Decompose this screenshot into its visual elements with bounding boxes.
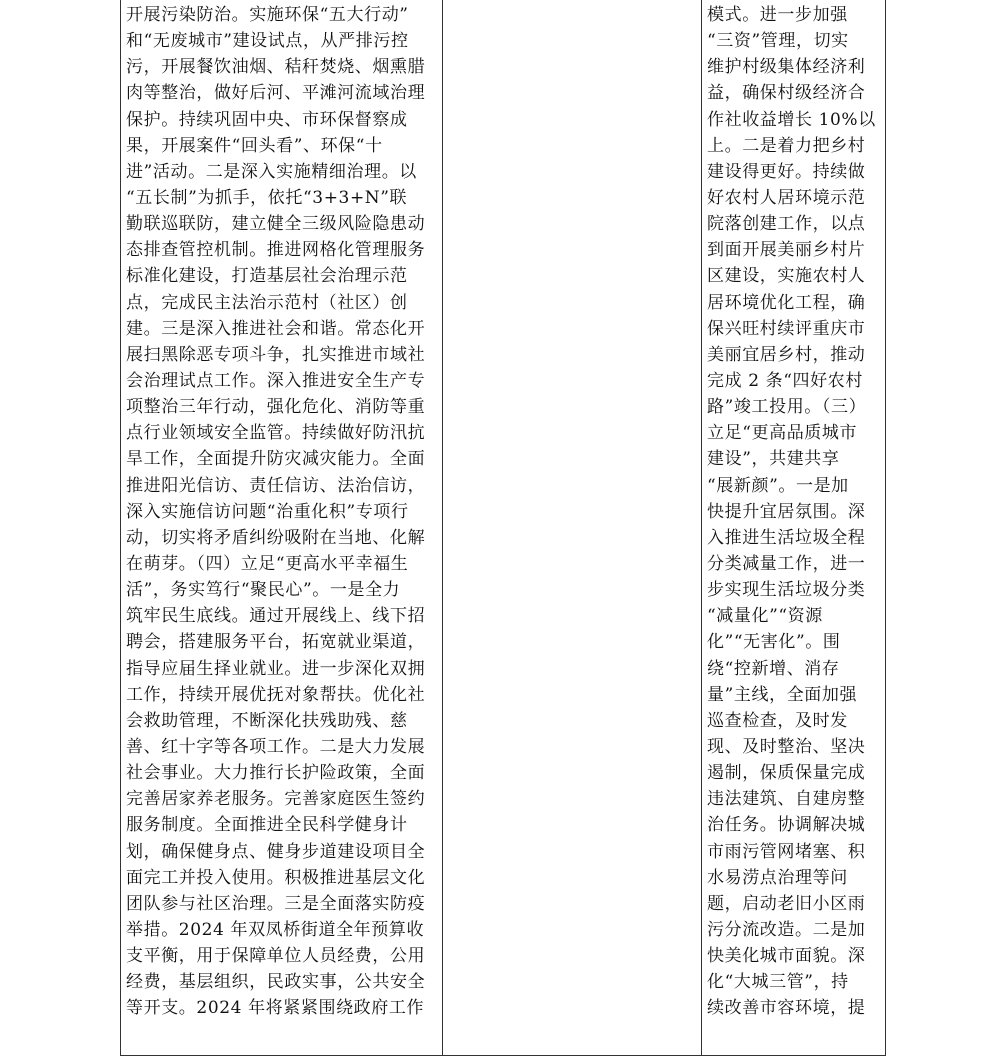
right-column-line: 路”竣工投用。（三）: [707, 397, 867, 418]
left-column-line: 划，确保健身点、健身步道建设项目全: [126, 841, 426, 862]
left-column-line: 工作，持续开展优抚对象帮扶。优化社: [126, 684, 426, 705]
left-column-line: 果，开展案件“回头看”、环保“十: [126, 135, 383, 156]
left-column-line: 面完工并投入使用。积极推进基层文化: [126, 867, 426, 888]
left-column-text: [126, 2, 438, 1021]
right-column-line: 美丽宜居乡村，推动: [707, 344, 866, 365]
right-column-line: 居环境优化工程，确: [707, 292, 866, 313]
right-column-line: 量”主线，全面加强: [707, 684, 858, 705]
right-column-line: 院落创建工作，以点: [707, 214, 866, 235]
left-column-line: 污，开展餐饮油烟、秸秆焚烧、烟熏腊: [126, 57, 426, 78]
right-column-line: 模式。进一步加强: [707, 5, 848, 25]
left-column-line: 建。三是深入推进社会和谐。常态化开: [126, 318, 426, 339]
right-column-line: 快美化城市面貌。深: [707, 946, 866, 967]
left-column-line: 筑牢民生底线。通过开展线上、线下招: [126, 606, 426, 627]
right-column-line: 现、及时整治、坚决: [707, 736, 866, 757]
left-column-line: 态排查管控机制。推进网格化管理服务: [126, 240, 426, 261]
right-column-text: [707, 2, 882, 1021]
left-column-line: 动，切实将矛盾纠纷吸附在当地、化解: [126, 527, 426, 548]
right-column-line: 建设得更好。持续做: [707, 161, 866, 182]
left-column-line: 指导应届生择业就业。进一步深化双拥: [126, 658, 426, 679]
right-column-line: 保兴旺村续评重庆市: [707, 318, 866, 339]
left-column-line: 团队参与社区治理。三是全面落实防疫: [126, 893, 426, 914]
left-column-line: “五长制”为抓手，依托“3+3+N”联: [126, 187, 408, 208]
right-column-line: 水易涝点治理等问: [707, 867, 848, 888]
right-column-line: 维护村级集体经济利: [707, 57, 866, 78]
right-column-line: “展新颜”。一是加: [707, 475, 849, 496]
right-column-line: 益，确保村级经济合: [707, 83, 866, 104]
left-column-line: 经费，基层组织，民政实事，公共安全: [126, 972, 426, 993]
left-column-line: 深入实施信访问题“治重化积”专项行: [126, 501, 409, 522]
right-column-line: 快提升宜居氛围。深: [707, 501, 866, 522]
right-column-line: 步实现生活垃圾分类: [707, 580, 866, 601]
left-column-line: 进”活动。二是深入实施精细治理。以: [126, 161, 417, 182]
left-column-line: 和“无废城市”建设试点，从严排污控: [126, 31, 409, 52]
right-column-line: 治任务。协调解决城: [707, 815, 866, 836]
right-column-line: 巡查检查，及时发: [707, 710, 848, 731]
right-column-line: 建设”，共建共享: [707, 449, 840, 470]
right-column-line: 到面开展美丽乡村片: [707, 240, 866, 261]
right-column-line: 立足“更高品质城市: [707, 423, 858, 444]
right-column-line: 化“大城三管”，持: [707, 972, 849, 993]
left-column-line: 点行业领域安全监管。持续做好防汛抗: [126, 423, 426, 444]
right-column-line: 污分流改造。二是加: [707, 919, 866, 940]
left-column-line: 项整治三年行动，强化危化、消防等重: [126, 397, 426, 418]
left-column-line: 肉等整治，做好后河、平滩河流域治理: [126, 83, 426, 104]
left-column-line: 旱工作，全面提升防灾减灾能力。全面: [126, 449, 426, 470]
left-column-line: 会治理试点工作。深入推进安全生产专: [126, 370, 426, 391]
left-column-line: 善、红十字等各项工作。二是大力发展: [126, 736, 426, 757]
right-column-line: 分类减量工作，进一: [707, 553, 866, 574]
right-column-line: 绕“控新增、消存: [707, 658, 840, 679]
right-column-line: “三资”管理，切实: [707, 31, 849, 52]
left-column-line: 保护。持续巩固中央、市环保督察成: [126, 109, 408, 130]
right-column-line: 续改善市容环境，提: [707, 998, 866, 1019]
left-column-line: 支平衡，用于保障单位人员经费，公用: [126, 946, 426, 967]
left-column-line: 勤联巡联防，建立健全三级风险隐患动: [126, 214, 426, 235]
right-column-line: 市雨污管网堵塞、积: [707, 841, 866, 862]
column-divider: [442, 0, 443, 1055]
right-column-line: 完成 2 条“四好农村: [707, 370, 863, 391]
right-column-line: 题，启动老旧小区雨: [707, 893, 866, 914]
right-column-line: 好农村人居环境示范: [707, 187, 866, 208]
column-divider: [701, 0, 702, 1055]
left-column-line: 在萌芽。（四）立足“更高水平幸福生: [126, 553, 409, 574]
right-column-line: 入推进生活垃圾全程: [707, 527, 866, 548]
left-column-line: 会救助管理，不断深化扶残助残、慈: [126, 710, 408, 731]
right-column-line: 化”“无害化”。围: [707, 632, 841, 653]
left-column-line: 聘会，搭建服务平台，拓宽就业渠道，: [126, 632, 426, 653]
left-column-line: 社会事业。大力推行长护险政策，全面: [126, 763, 426, 784]
text-table: [120, 0, 886, 1056]
right-column-line: 遏制，保质保量完成: [707, 763, 866, 784]
left-column-line: 服务制度。全面推进全民科学健身计: [126, 815, 408, 836]
right-column-line: “减量化”“资源: [707, 606, 823, 627]
left-column-line: 推进阳光信访、责任信访、法治信访，: [126, 475, 426, 496]
left-column-line: 标准化建设，打造基层社会治理示范: [126, 266, 408, 287]
left-column-line: 等开支。2024 年将紧紧围绕政府工作: [126, 998, 425, 1019]
left-column-line: 完善居家养老服务。完善家庭医生签约: [126, 789, 426, 810]
right-column-line: 作社收益增长 10%以: [707, 109, 876, 130]
right-column-line: 区建设，实施农村人: [707, 266, 866, 287]
right-column-line: 违法建筑、自建房整: [707, 789, 866, 810]
left-column-line: 点，完成民主法治示范村（社区）创: [126, 292, 408, 313]
left-column-line: 开展污染防治。实施环保“五大行动”: [126, 5, 409, 25]
left-column-line: 展扫黑除恶专项斗争，扎实推进市域社: [126, 344, 426, 365]
left-column-line: 活”，务实笃行“聚民心”。一是全力: [126, 580, 401, 601]
left-column-line: 举措。2024 年双凤桥街道全年预算收: [126, 919, 425, 940]
right-column-line: 上。二是着力把乡村: [707, 135, 866, 156]
